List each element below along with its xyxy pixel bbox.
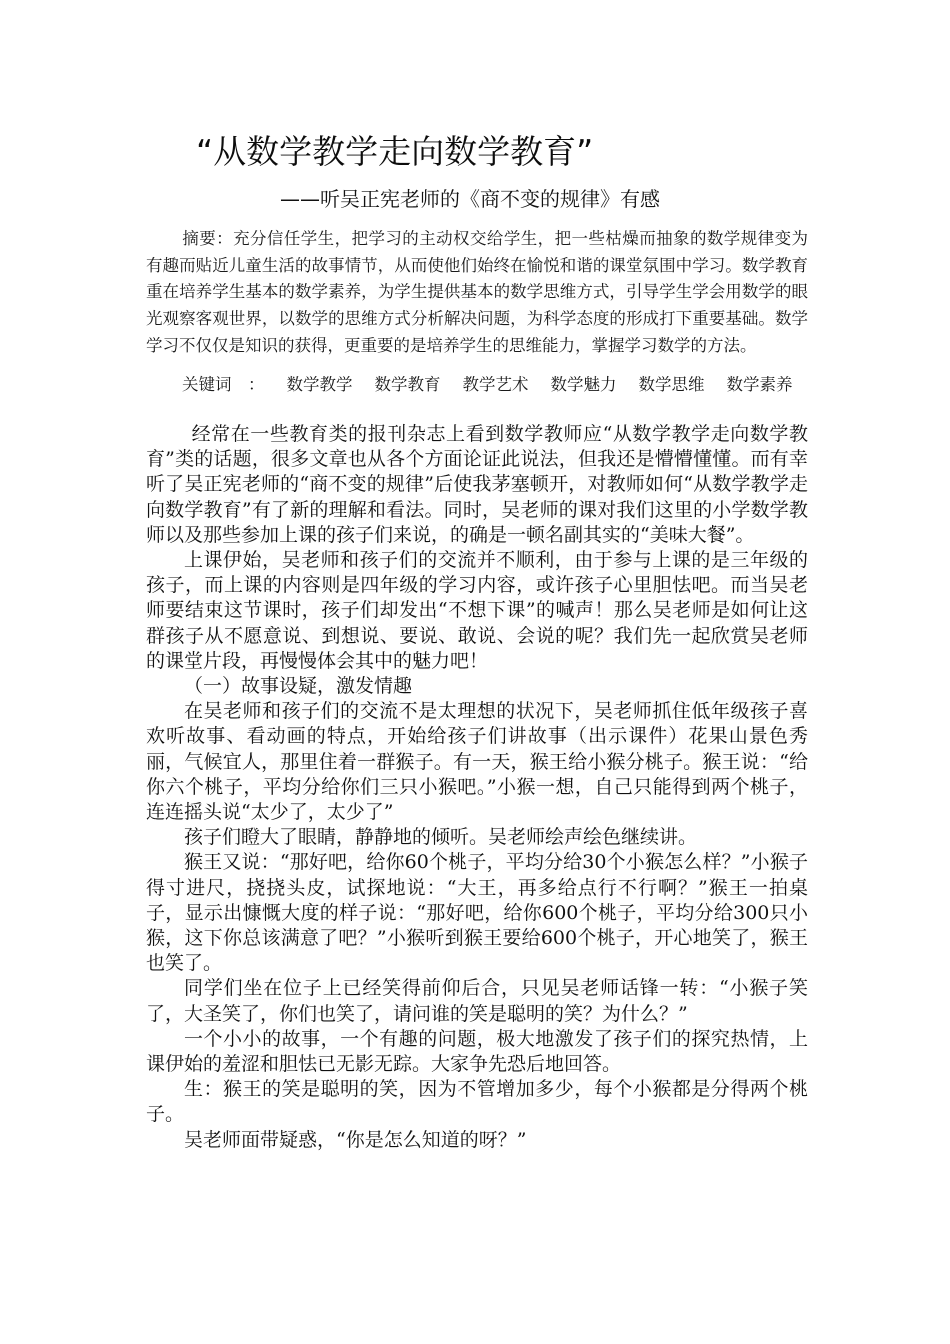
- body-paragraph: 在吴老师和孩子们的交流不是太理想的状况下，吴老师抓住低年级孩子喜欢听故事、看动画的特点，开始给孩子们讲故事（出示课件）花果山景色秀丽，气候宜人，那里住着一群猴子。有一天，猴王给小猴分桃子。猴王说：“给你六个桃子，平均分给你们三只小猴吧。”小猴一想，自己只能得到两个桃子，连连摇头说“太少了，太少了”: [146, 700, 808, 824]
- keywords-label: 关键词 ：: [182, 375, 265, 394]
- keyword-item: 教学艺术: [462, 375, 529, 394]
- body-paragraph: 生：猴王的笑是聪明的笑，因为不管增加多少，每个小猴都是分得两个桃子。: [146, 1078, 808, 1126]
- abstract-text: 摘要：充分信任学生，把学习的主动权交给学生，把一些枯燥而抽象的数学规律变为有趣而贴近儿童生活的故事情节，从而使他们始终在愉悦和谐的课堂氛围中学习。数学教育重在培养学生基本的数学素养，为学生提供基本的数学思维方式，引导学生学会用数学的眼光观察客观世界，以数学的思维方式分析解决问题，为科学态度的形成打下重要基础。数学学习不仅仅是知识的获得，更重要的是培养学生的思维能力，掌握学习数学的方法。: [146, 229, 808, 355]
- document-title: “从数学教学走向数学教育”: [196, 132, 594, 171]
- abstract-section: [146, 226, 808, 360]
- body-paragraph: 上课伊始，吴老师和孩子们的交流并不顺利，由于参与上课的是三年级的孩子，而上课的内容则是四年级的学习内容，或许孩子心里胆怯吧。而当吴老师要结束这节课时，孩子们却发出“不想下课”的喊声！那么吴老师是如何让这群孩子从不愿意说、到想说、要说、敢说、会说的呢？我们先一起欣赏吴老师的课堂片段，再慢慢体会其中的魅力吧！: [146, 549, 808, 672]
- keyword-item: 数学素养: [726, 375, 793, 394]
- keyword-item: 数学魅力: [550, 375, 617, 394]
- keyword-item: 数学教育: [374, 375, 441, 394]
- document-subtitle: ——听吴正宪老师的《商不变的规律》有感: [280, 187, 660, 211]
- body-paragraph: 吴老师面带疑惑，“你是怎么知道的呀？”: [184, 1128, 527, 1151]
- body-paragraph: 猴王又说：“那好吧，给你60个桃子，平均分给30个小猴怎么样？”小猴子得寸进尺，挠挠头皮，试探地说：“大王，再多给点行不行啊？”猴王一拍桌子，显示出慷慨大度的样子说：“那好吧，给你600个桃子，平均分给300只小猴，这下你总该满意了吧？”小猴听到猴王要给600个桃子，开心地笑了，猴王也笑了。: [146, 851, 808, 975]
- keyword-item: 数学教学: [286, 375, 353, 394]
- keyword-item: 数学思维: [638, 375, 705, 394]
- body-paragraph: 一个小小的故事，一个有趣的问题，极大地激发了孩子们的探究热情，上课伊始的羞涩和胆怯已无影无踪。大家争先恐后地回答。: [146, 1027, 808, 1076]
- body-paragraph: 孩子们瞪大了眼睛，静静地的倾听。吴老师绘声绘色继续讲。: [184, 826, 698, 849]
- section-heading: （一）故事设疑，激发情趣: [184, 675, 413, 698]
- keywords-section: [146, 372, 808, 398]
- article-body: [146, 422, 808, 1153]
- body-paragraph: 同学们坐在位子上已经笑得前仰后合，只见吴老师话锋一转：“小猴子笑了，大圣笑了，你们也笑了，请问谁的笑是聪明的笑？为什么？”: [146, 977, 808, 1025]
- body-paragraph: 经常在一些教育类的报刊杂志上看到数学教师应“从数学教学走向数学教育”类的话题，很多文章也从各个方面论证此说法，但我还是懵懵懂懂。而有幸听了吴正宪老师的“商不变的规律”后使我茅塞顿开，对教师如何“从数学教学走向数学教育”有了新的理解和看法。同时，吴老师的课对我们这里的小学数学教师以及那些参加上课的孩子们来说，的确是一顿名副其实的“美味大餐”。: [146, 423, 808, 546]
